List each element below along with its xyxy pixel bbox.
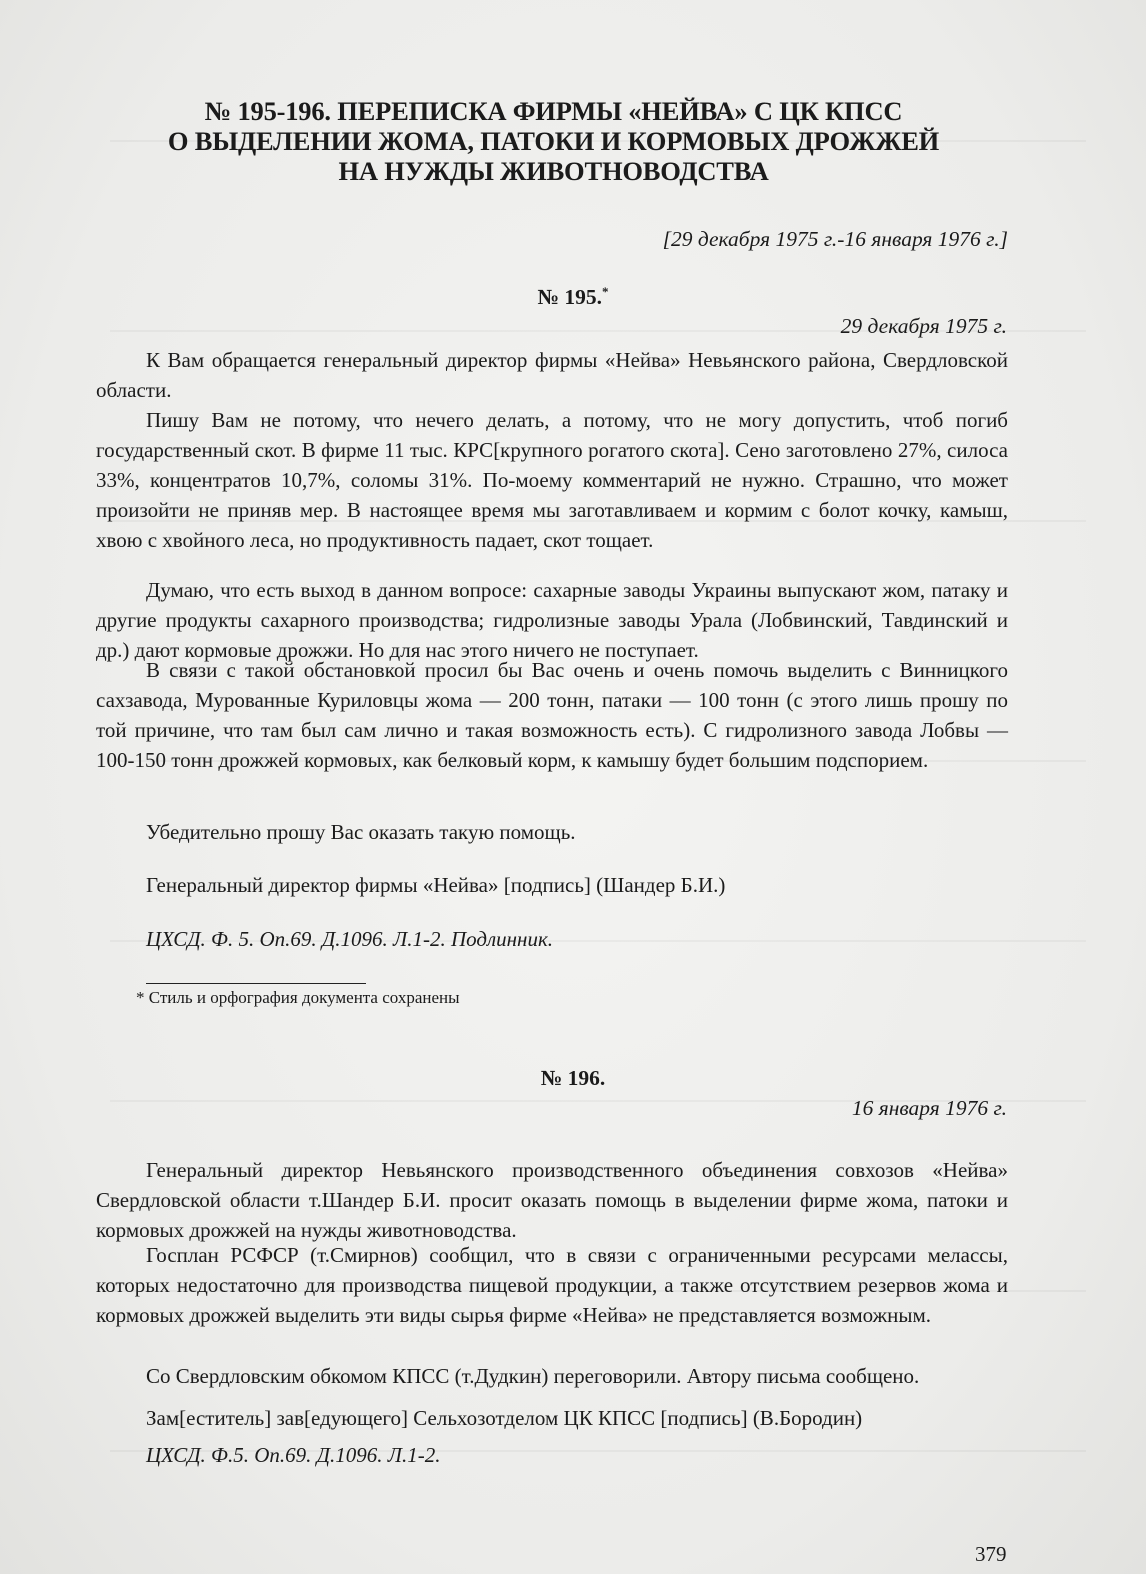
- document-title: [96, 96, 1011, 186]
- doc-195-date: 29 декабря 1975 г.: [840, 314, 1007, 338]
- footnote-mark: *: [602, 284, 609, 299]
- doc-196-archive-ref: ЦХСД. Ф.5. Оп.69. Д.1096. Л.1-2.: [146, 1443, 441, 1467]
- page-number: 379: [975, 1542, 1007, 1566]
- doc-195-number: № 195.: [537, 285, 603, 310]
- doc-195-archive-ref: ЦХСД. Ф. 5. Оп.69. Д.1096. Л.1-2. Подлинник.: [146, 927, 554, 951]
- doc-195-paragraph-1: К Вам обращается генеральный директор фирмы «Нейва» Невьянского района, Свердловской области.: [96, 348, 1008, 402]
- title-line-1: № 195-196. ПЕРЕПИСКА ФИРМЫ «НЕЙВА» С ЦК КПСС: [204, 96, 903, 126]
- footnote: * Стиль и орфография документа сохранены: [136, 988, 460, 1007]
- doc-196-paragraph-1: Генеральный директор Невьянского производственного объединения совхозов «Нейва» Свердловской области т.Шандер Б.И. просит оказать помощь в выделении фирме жома, патоки и кормовых дрожжей на нужды животноводства.: [96, 1158, 1008, 1242]
- title-line-3: НА НУЖДЫ ЖИВОТНОВОДСТВА: [338, 156, 769, 186]
- footnote-divider: [146, 983, 366, 984]
- doc-195-paragraph-4: В связи с такой обстановкой просил бы Вас очень и очень помочь выделить с Винницкого сахзавода, Мурованные Куриловцы жома — 200 тонн, патаки — 100 тонн (с этого лишь прошу по той причине, что там был сам лично и такая возможность есть). С гидролизного завода Лобвы — 100-150 тонн дрожжей кормовых, как белковый корм, к камышу будет большим подспорием.: [96, 658, 1008, 772]
- doc-195-signature: Генеральный директор фирмы «Нейва» [подпись] (Шандер Б.И.): [146, 873, 726, 897]
- doc-196-paragraph-2: Госплан РСФСР (т.Смирнов) сообщил, что в связи с ограниченными ресурсами мелассы, которых недостаточно для производства пищевой продукции, а также отсутствием резервов жома и кормовых дрожжей выделить эти виды сырья фирме «Нейва» не представляется возможным.: [96, 1243, 1008, 1327]
- doc-196-date: 16 января 1976 г.: [851, 1096, 1007, 1120]
- doc-195-heading: [0, 284, 1146, 310]
- doc-196-outcome: Со Свердловским обкомом КПСС (т.Дудкин) переговорили. Автору письма сообщено.: [146, 1364, 920, 1388]
- date-range: [29 декабря 1975 г.-16 января 1976 г.]: [662, 227, 1008, 251]
- doc-196-number: № 196.: [540, 1066, 606, 1090]
- doc-195-paragraph-2: Пишу Вам не потому, что нечего делать, а потому, что не могу допустить, чтоб погиб государственный скот. В фирме 11 тыс. КРС[крупного рогатого скота]. Сено заготовлено 27%, силоса 33%, концентратов 10,7%, соломы 31%. По-моему комментарий не нужно. Страшно, что может произойти не приняв мер. В настоящее время мы заготавливаем и кормим с болот кочку, камыш, хвою с хвойного леса, но продуктивность падает, скот тощает.: [96, 408, 1008, 552]
- doc-195-request: Убедительно прошу Вас оказать такую помощь.: [146, 820, 576, 844]
- doc-195-paragraph-3: Думаю, что есть выход в данном вопросе: сахарные заводы Украины выпускают жом, патаку и другие продукты сахарного производства; гидролизные заводы Урала (Лобвинский, Тавдинский и др.) дают кормовые дрожжи. Но для нас этого ничего не поступает.: [96, 578, 1008, 662]
- title-line-2: О ВЫДЕЛЕНИИ ЖОМА, ПАТОКИ И КОРМОВЫХ ДРОЖЖЕЙ: [167, 126, 940, 156]
- doc-196-signature: Зам[еститель] зав[едующего] Сельхозотделом ЦК КПСС [подпись] (В.Бородин): [146, 1406, 863, 1430]
